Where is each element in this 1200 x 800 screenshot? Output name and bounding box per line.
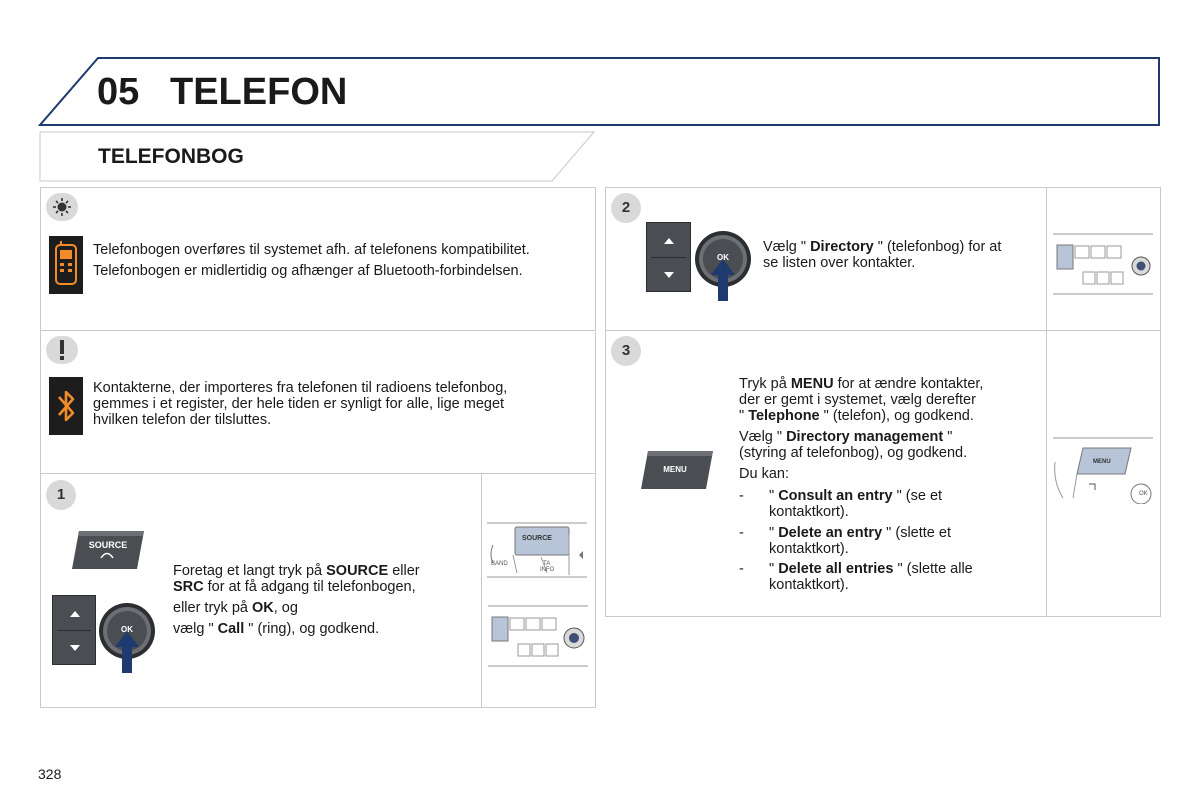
info-badge — [46, 193, 78, 221]
radio-panel-directory — [1053, 228, 1153, 300]
ok-knob-2 — [693, 229, 753, 303]
ok-knob-2-label: OK — [717, 253, 729, 262]
phone-handset-icon — [99, 551, 115, 561]
section-title: TELEFONBOG — [98, 145, 244, 168]
up-down-keys — [52, 595, 96, 665]
warning-badge — [46, 336, 78, 364]
step-3-text: Tryk på MENU for at ændre kontakter, der er gemt i systemet, vælg derefter " Telephone " (telefon), og godkend. Vælg " Directory management " (styring af telefonbog), og godkend. Du kan: — [739, 376, 984, 482]
panel-band-label: BAND — [491, 561, 508, 567]
step-3-dash-2: - — [739, 525, 744, 541]
step-3-dash-1: - — [739, 488, 744, 504]
radio-panel-menu — [1053, 432, 1153, 504]
panel-info-label: INFO — [540, 567, 555, 573]
panel-source-label: SOURCE — [522, 535, 552, 542]
chapter-title: TELEFON — [170, 71, 348, 113]
bluetooth-icon — [49, 377, 83, 435]
lightbulb-icon — [46, 193, 78, 221]
page-number: 328 — [38, 766, 62, 782]
up-arrow-icon — [69, 610, 81, 618]
ok-knob — [97, 601, 157, 675]
step-3-dash-3: - — [739, 561, 744, 577]
step-3-bullet-2: " Delete an entry " (slette et kontaktkort). — [769, 525, 951, 557]
exclamation-icon — [46, 336, 78, 364]
radio-panel-ok — [488, 600, 588, 672]
ok-knob-label: OK — [121, 625, 133, 634]
step-1-text: Foretag et langt tryk på SOURCE eller SRC for at få adgang til telefonbogen, eller tryk på OK, og vælg " Call " (ring), og godkend. — [173, 563, 420, 637]
step-1-image-cell — [481, 473, 596, 708]
warning-line-1: Kontakterne, der importeres fra telefonen til radioens telefonbog, — [93, 380, 508, 396]
panel-ok-label: OK — [1139, 491, 1148, 497]
chapter-number: 05 — [97, 71, 140, 113]
info-line-1: Telefonbogen overføres til systemet afh. af telefonens kompatibilitet. — [93, 242, 530, 258]
down-arrow-icon — [69, 644, 81, 652]
up-arrow-icon — [663, 237, 675, 245]
panel-ta-label: TA — [543, 561, 551, 567]
warning-line-2: gemmes i et register, der hele tiden er synligt for alle, lige meget — [93, 396, 505, 412]
menu-key-label: MENU — [663, 465, 687, 474]
step-3-number: 3 — [611, 336, 641, 366]
warning-text — [93, 380, 588, 428]
source-key-label: SOURCE — [88, 540, 128, 550]
step-3-bullet-3: " Delete all entries " (slette alle kontaktkort). — [769, 561, 973, 593]
step-3-bullet-1: " Consult an entry " (se et kontaktkort). — [769, 488, 943, 520]
source-key — [71, 530, 145, 570]
step-2-number: 2 — [611, 193, 641, 223]
down-arrow-icon — [663, 271, 675, 279]
up-down-keys-2 — [646, 222, 691, 292]
info-line-2: Telefonbogen er midlertidig og afhænger af Bluetooth-forbindelsen. — [93, 263, 523, 279]
step-2-text: Vælg " Directory " (telefonbog) for at se listen over kontakter. — [763, 239, 1002, 271]
mobile-phone-icon — [49, 236, 83, 294]
warning-line-3: hvilken telefon der tilsluttes. — [93, 412, 272, 428]
info-text — [93, 242, 588, 279]
panel-menu-label: MENU — [1093, 459, 1111, 465]
radio-panel-source — [487, 515, 587, 585]
step-1-number: 1 — [46, 480, 76, 510]
